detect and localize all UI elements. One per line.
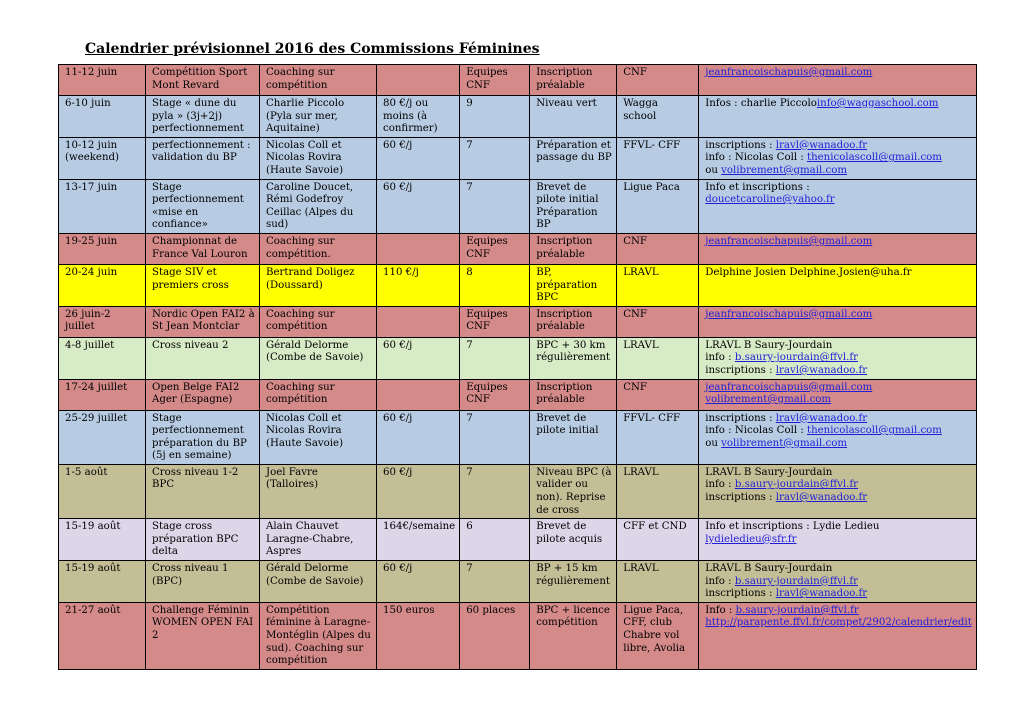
cell-text: FFVL- CFF (623, 412, 681, 424)
cell-text: Equipes CNF (466, 235, 508, 260)
cell-text: Stage SIV et premiers cross (152, 266, 229, 291)
cell-text: BPC + licence compétition (536, 604, 610, 629)
organizer-cell (617, 602, 699, 669)
cell-text: CFF et CND (623, 521, 687, 533)
cell-text: info : Nicolas Coll : (705, 425, 807, 437)
price-cell (377, 464, 460, 518)
cell-text: 7 (466, 466, 473, 478)
cell-text: 19-25 juin (65, 235, 118, 247)
cell-text: Coaching sur compétition (266, 67, 335, 91)
price-cell (377, 306, 460, 337)
instructor-cell (260, 602, 377, 669)
level-cell (530, 233, 617, 264)
cell-text: info : (705, 575, 735, 587)
cell-text: 7 (466, 139, 473, 151)
cell-text: 6 (466, 521, 473, 533)
event-cell (146, 561, 260, 603)
cell-text: 150 euros (383, 604, 435, 616)
organizer-cell (617, 519, 699, 561)
organizer-cell (617, 561, 699, 603)
table-row (59, 602, 977, 669)
cell-text: 6-10 juin (65, 98, 111, 109)
date-cell (59, 410, 146, 464)
price-cell (377, 137, 460, 179)
event-cell (146, 464, 260, 518)
cell-text: ou (705, 164, 722, 176)
cell-text: 60 €/j (383, 139, 413, 151)
table-row (59, 233, 977, 264)
contact-link[interactable]: thenicolascoll@gmail.com (807, 425, 942, 437)
date-cell (59, 464, 146, 518)
cell-text: Cross niveau 1-2 BPC (152, 466, 239, 491)
contact-link[interactable]: lravl@wanadoo.fr (775, 364, 868, 376)
instructor-cell (260, 306, 377, 337)
contact-link[interactable]: doucetcaroline@yahoo.fr (705, 194, 835, 206)
cell-text: 4-8 juillet (65, 339, 115, 351)
table-row (59, 306, 977, 337)
places-cell (460, 264, 530, 306)
cell-text: 20-24 juin (65, 266, 118, 278)
instructor-cell (260, 137, 377, 179)
cell-text: Info : (705, 604, 736, 616)
cell-text: Niveau BPC (à valider ou non). Reprise de cross (536, 466, 612, 516)
contact-cell (699, 602, 977, 669)
event-cell (146, 96, 260, 138)
date-cell (59, 602, 146, 669)
cell-text: 10-12 juin (weekend) (65, 139, 120, 164)
event-cell (146, 519, 260, 561)
cell-text: LRAVL (623, 266, 659, 278)
price-cell (377, 179, 460, 233)
cell-text: 60 €/j (383, 412, 413, 424)
contact-link[interactable]: lravl@wanadoo.fr (775, 412, 868, 424)
table-row (59, 137, 977, 179)
table-row (59, 337, 977, 379)
date-cell (59, 233, 146, 264)
cell-text: Bertrand Doligez (Doussard) (266, 266, 355, 291)
organizer-cell (617, 379, 699, 410)
cell-text: 21-27 août (65, 604, 121, 616)
places-cell (460, 65, 530, 96)
contact-cell (699, 561, 977, 603)
cell-text: BP + 15 km régulièrement (536, 563, 610, 587)
cell-text: Nordic Open FAI2 à St Jean Montclar (152, 308, 255, 333)
date-cell (59, 65, 146, 96)
event-cell (146, 179, 260, 233)
cell-text: Equipes CNF (466, 308, 508, 333)
cell-text: 8 (466, 266, 473, 278)
table-row (59, 264, 977, 306)
contact-cell (699, 519, 977, 561)
cell-text: 60 €/j (383, 181, 413, 193)
cell-text: Equipes CNF (466, 381, 508, 406)
price-cell (377, 264, 460, 306)
cell-text: 60 €/j (383, 563, 413, 575)
cell-text: Nicolas Coll et Nicolas Rovira (Haute Savoie) (266, 412, 344, 449)
cell-text: Inscription préalable (536, 235, 593, 260)
level-cell (530, 264, 617, 306)
event-cell (146, 65, 260, 96)
instructor-cell (260, 65, 377, 96)
contact-cell (699, 410, 977, 464)
instructor-cell (260, 519, 377, 561)
cell-text: Stage perfectionnement «mise en confiance» (152, 181, 244, 231)
contact-cell (699, 464, 977, 518)
level-cell (530, 464, 617, 518)
places-cell (460, 464, 530, 518)
contact-link[interactable]: jeanfrancoischapuis@gmail.com (705, 381, 873, 393)
places-cell (460, 561, 530, 603)
cell-text: BPC + 30 km régulièrement (536, 339, 610, 364)
places-cell (460, 137, 530, 179)
price-cell (377, 233, 460, 264)
cell-text: info : (705, 479, 735, 491)
contact-link[interactable]: b.saury-jourdain@ffvl.fr (734, 352, 858, 364)
contact-cell (699, 337, 977, 379)
cell-text: Inscription préalable (536, 67, 593, 91)
cell-text: FFVL- CFF (623, 139, 681, 151)
cell-text: LRAVL (623, 466, 659, 478)
instructor-cell (260, 464, 377, 518)
cell-text: CNF (623, 235, 647, 247)
cell-text: LRAVL B Saury-Jourdain (705, 466, 833, 478)
event-cell (146, 233, 260, 264)
cell-text: 17-24 juillet (65, 381, 128, 393)
cell-text: inscriptions : (705, 492, 776, 504)
table-row (59, 410, 977, 464)
date-cell (59, 137, 146, 179)
organizer-cell (617, 96, 699, 138)
cell-text: Inscription préalable (536, 308, 593, 333)
contact-link[interactable]: volibrement@gmail.com (705, 394, 832, 406)
cell-text: Brevet de pilote initial (536, 412, 599, 437)
date-cell (59, 306, 146, 337)
cell-text: Niveau vert (536, 98, 597, 109)
cell-text: 60 €/j (383, 466, 413, 478)
cell-text: Stage perfectionnement préparation du BP (5j en semaine) (152, 412, 247, 462)
calendar-table (58, 64, 977, 670)
cell-text: inscriptions : (705, 412, 776, 424)
contact-cell (699, 179, 977, 233)
cell-text: 110 €/j (383, 266, 419, 278)
places-cell (460, 337, 530, 379)
cell-text: 9 (466, 98, 473, 109)
contact-link[interactable]: info@waggaschool.com (816, 98, 939, 109)
contact-link[interactable]: b.saury-jourdain@ffvl.fr (734, 479, 858, 491)
cell-text: 60 places (466, 604, 516, 616)
contact-link[interactable]: lravl@wanadoo.fr (775, 588, 868, 600)
price-cell (377, 96, 460, 138)
organizer-cell (617, 179, 699, 233)
date-cell (59, 264, 146, 306)
contact-link[interactable]: jeanfrancoischapuis@gmail.com (705, 235, 873, 247)
cell-text: Cross niveau 1 (BPC) (152, 563, 229, 587)
table-row (59, 96, 977, 138)
cell-text: Championnat de France Val Louron (152, 235, 248, 260)
cell-text: Compétition Sport Mont Revard (152, 67, 248, 91)
cell-text: Equipes CNF (466, 67, 508, 91)
cell-text: Compétition féminine à Laragne-Montéglin (Alpes du sud). Coaching sur compétition (266, 604, 371, 667)
places-cell (460, 410, 530, 464)
cell-text: 7 (466, 563, 473, 575)
level-cell (530, 519, 617, 561)
organizer-cell (617, 464, 699, 518)
date-cell (59, 96, 146, 138)
cell-text: 7 (466, 339, 473, 351)
cell-text: Nicolas Coll et Nicolas Rovira (Haute Savoie) (266, 139, 344, 176)
contact-cell (699, 306, 977, 337)
places-cell (460, 379, 530, 410)
instructor-cell (260, 179, 377, 233)
table-row (59, 179, 977, 233)
instructor-cell (260, 233, 377, 264)
cell-text: Cross niveau 2 (152, 339, 229, 351)
cell-text: CNF (623, 308, 647, 320)
event-cell (146, 306, 260, 337)
cell-text: Wagga school (623, 98, 658, 122)
contact-link[interactable]: http://parapente.ffvl.fr/compet/2902/calendrier/edit (705, 617, 972, 629)
contact-link[interactable]: b.saury-jourdain@ffvl.fr (735, 604, 859, 616)
level-cell (530, 179, 617, 233)
contact-link[interactable]: thenicolascoll@gmail.com (807, 152, 942, 164)
organizer-cell (617, 264, 699, 306)
contact-link[interactable]: volibrement@gmail.com (721, 437, 848, 449)
organizer-cell (617, 233, 699, 264)
instructor-cell (260, 410, 377, 464)
price-cell (377, 379, 460, 410)
places-cell (460, 179, 530, 233)
cell-text: Challenge Féminin WOMEN OPEN FAI 2 (152, 604, 254, 641)
event-cell (146, 602, 260, 669)
contact-link[interactable]: jeanfrancoischapuis@gmail.com (705, 308, 873, 320)
contact-cell (699, 65, 977, 96)
cell-text: 15-19 août (65, 563, 121, 575)
contact-cell (699, 233, 977, 264)
cell-text: Stage cross préparation BPC delta (152, 521, 239, 558)
level-cell (530, 337, 617, 379)
cell-text: inscriptions : (705, 139, 776, 151)
cell-text: Stage « dune du pyla » (3j+2j) perfectionnement (152, 98, 244, 135)
organizer-cell (617, 65, 699, 96)
cell-text: 11-12 juin (65, 67, 118, 78)
cell-text: inscriptions : (705, 364, 776, 376)
cell-text: LRAVL (623, 563, 659, 575)
places-cell (460, 233, 530, 264)
date-cell (59, 179, 146, 233)
level-cell (530, 561, 617, 603)
cell-text: Info et inscriptions : Lydie Ledieu (705, 521, 880, 533)
cell-text: Coaching sur compétition. (266, 235, 335, 260)
cell-text: Info et inscriptions : (705, 181, 810, 193)
event-cell (146, 137, 260, 179)
cell-text: 15-19 août (65, 521, 121, 533)
organizer-cell (617, 306, 699, 337)
cell-text: Brevet de pilote initial Préparation BP (536, 181, 599, 231)
cell-text: Infos : charlie Piccolo (705, 98, 817, 109)
price-cell (377, 602, 460, 669)
contact-link[interactable]: volibrement@gmail.com (721, 164, 848, 176)
level-cell (530, 602, 617, 669)
cell-text: Inscription préalable (536, 381, 593, 406)
table-row (59, 464, 977, 518)
instructor-cell (260, 96, 377, 138)
table-row (59, 379, 977, 410)
contact-link[interactable]: lydieledieu@sfr.fr (705, 533, 797, 545)
cell-text: 80 €/j ou moins (à confirmer) (383, 98, 438, 135)
cell-text: LRAVL B Saury-Jourdain (705, 563, 833, 575)
cell-text: LRAVL (623, 339, 659, 351)
cell-text: info : (705, 352, 735, 364)
contact-cell (699, 379, 977, 410)
organizer-cell (617, 410, 699, 464)
contact-cell (699, 96, 977, 138)
instructor-cell (260, 561, 377, 603)
event-cell (146, 410, 260, 464)
instructor-cell (260, 379, 377, 410)
event-cell (146, 264, 260, 306)
cell-text: Brevet de pilote acquis (536, 521, 603, 545)
date-cell (59, 379, 146, 410)
cell-text: inscriptions : (705, 588, 776, 600)
cell-text: BP, préparation BPC (536, 266, 598, 304)
date-cell (59, 337, 146, 379)
price-cell (377, 561, 460, 603)
level-cell (530, 379, 617, 410)
cell-text: 25-29 juillet (65, 412, 128, 424)
places-cell (460, 519, 530, 561)
cell-text: 1-5 août (65, 466, 108, 478)
cell-text: Gérald Delorme (Combe de Savoie) (266, 339, 364, 364)
level-cell (530, 410, 617, 464)
level-cell (530, 137, 617, 179)
price-cell (377, 337, 460, 379)
cell-text: Caroline Doucet, Rémi Godefroy Ceillac (Alpes du sud) (266, 181, 354, 231)
cell-text: info : Nicolas Coll : (705, 152, 807, 164)
cell-text: 26 juin-2 juillet (65, 308, 111, 333)
cell-text: 164€/semaine (383, 521, 456, 533)
cell-text: ou (705, 437, 722, 449)
cell-text: 7 (466, 412, 473, 424)
cell-text: Alain Chauvet Laragne-Chabre, Aspres (266, 521, 354, 558)
price-cell (377, 519, 460, 561)
cell-text: Coaching sur compétition (266, 381, 335, 406)
cell-text: 13-17 juin (65, 181, 118, 193)
contact-link[interactable]: b.saury-jourdain@ffvl.fr (734, 575, 858, 587)
places-cell (460, 602, 530, 669)
price-cell (377, 65, 460, 96)
event-cell (146, 379, 260, 410)
contact-link[interactable]: lravl@wanadoo.fr (775, 139, 868, 151)
cell-text: Open Belge FAI2 Ager (Espagne) (152, 381, 240, 406)
cell-text: Charlie Piccolo (Pyla sur mer, Aquitaine) (266, 98, 345, 135)
date-cell (59, 519, 146, 561)
contact-link[interactable]: lravl@wanadoo.fr (775, 492, 868, 504)
cell-text: Delphine Josien Delphine.Josien@uha.fr (705, 266, 912, 278)
instructor-cell (260, 264, 377, 306)
instructor-cell (260, 337, 377, 379)
contact-cell (699, 137, 977, 179)
cell-text: LRAVL B Saury-Jourdain (705, 339, 833, 351)
cell-text: CNF (623, 67, 647, 78)
event-cell (146, 337, 260, 379)
organizer-cell (617, 337, 699, 379)
cell-text: Ligue Paca (623, 181, 680, 193)
level-cell (530, 96, 617, 138)
cell-text: Préparation et passage du BP (536, 139, 612, 164)
organizer-cell (617, 137, 699, 179)
date-cell (59, 561, 146, 603)
places-cell (460, 306, 530, 337)
level-cell (530, 306, 617, 337)
table-row (59, 519, 977, 561)
level-cell (530, 65, 617, 96)
cell-text: Coaching sur compétition (266, 308, 335, 333)
cell-text: CNF (623, 381, 647, 393)
contact-link[interactable]: jeanfrancoischapuis@gmail.com (705, 67, 873, 78)
cell-text: Joel Favre (Talloires) (266, 466, 319, 491)
cell-text: Gérald Delorme (Combe de Savoie) (266, 563, 364, 587)
table-row (59, 65, 977, 96)
cell-text: 7 (466, 181, 473, 193)
cell-text: Ligue Paca, CFF, club Chabre vol libre, Avolia (623, 604, 686, 654)
cell-text: 60 €/j (383, 339, 413, 351)
cell-text: perfectionnement : validation du BP (152, 139, 251, 164)
places-cell (460, 96, 530, 138)
price-cell (377, 410, 460, 464)
table-row (59, 561, 977, 603)
page-title: Calendrier prévisionnel 2016 des Commissions Féminines (85, 41, 540, 57)
contact-cell (699, 264, 977, 306)
